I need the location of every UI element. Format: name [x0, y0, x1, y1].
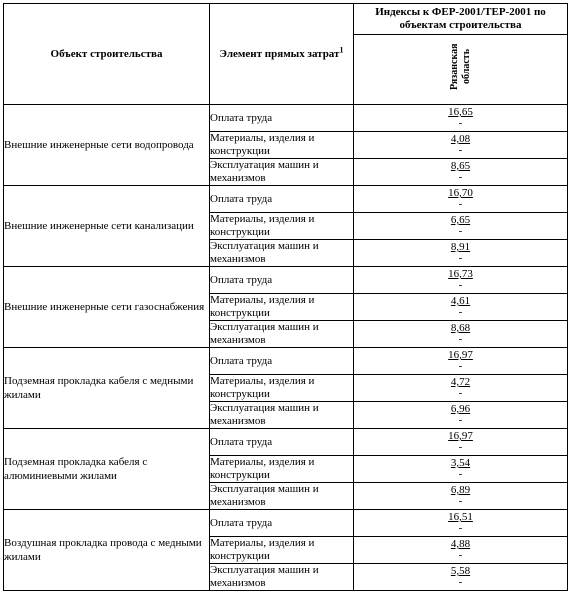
index-subvalue: -	[458, 441, 463, 453]
cost-element: Материалы, изделия и конструкции	[210, 537, 354, 564]
index-value-cell	[354, 132, 568, 159]
index-subvalue: -	[458, 495, 463, 507]
object-name: Внешние инженерные сети газоснабжения	[4, 267, 210, 348]
index-subvalue: -	[458, 522, 463, 534]
object-name: Внешние инженерные сети водопровода	[4, 105, 210, 186]
index-value-cell	[354, 267, 568, 294]
cost-element: Оплата труда	[210, 186, 354, 213]
index-subvalue: -	[458, 306, 463, 318]
index-subvalue: -	[458, 198, 463, 210]
index-subvalue: -	[458, 576, 463, 588]
index-subvalue: -	[458, 468, 463, 480]
index-value-cell	[354, 159, 568, 186]
cost-element: Эксплуатация машин и механизмов	[210, 564, 354, 591]
cost-element: Материалы, изделия и конструкции	[210, 213, 354, 240]
index-fraction	[451, 377, 470, 399]
table-body	[4, 105, 568, 591]
index-fraction	[451, 485, 470, 507]
index-subvalue: -	[458, 225, 463, 237]
cost-element: Материалы, изделия и конструкции	[210, 456, 354, 483]
index-value-cell	[354, 375, 568, 402]
table-row	[4, 105, 568, 132]
index-fraction	[448, 107, 473, 129]
index-value-cell	[354, 402, 568, 429]
table-row	[4, 186, 568, 213]
index-fraction	[451, 404, 470, 426]
index-value: 6,65	[450, 214, 471, 226]
index-subvalue: -	[458, 252, 463, 264]
index-value: 4,61	[450, 295, 471, 307]
index-subvalue: -	[458, 414, 463, 426]
cost-element: Оплата труда	[210, 105, 354, 132]
index-value: 4,72	[450, 376, 471, 388]
index-value-cell	[354, 240, 568, 267]
index-value: 16,51	[448, 511, 473, 523]
index-value-cell	[354, 483, 568, 510]
index-value: 16,97	[448, 349, 473, 361]
index-subvalue: -	[458, 171, 463, 183]
index-fraction	[451, 539, 470, 561]
cost-element: Эксплуатация машин и механизмов	[210, 321, 354, 348]
index-value-cell	[354, 564, 568, 591]
cost-element: Материалы, изделия и конструкции	[210, 294, 354, 321]
cost-element: Эксплуатация машин и механизмов	[210, 483, 354, 510]
index-fraction	[451, 566, 470, 588]
index-fraction	[448, 350, 473, 372]
index-fraction	[448, 269, 473, 291]
index-value-cell	[354, 348, 568, 375]
table-row	[4, 267, 568, 294]
cost-element: Эксплуатация машин и механизмов	[210, 402, 354, 429]
table-row	[4, 429, 568, 456]
index-subvalue: -	[458, 549, 463, 561]
index-table	[3, 3, 568, 591]
cost-element: Оплата труда	[210, 510, 354, 537]
index-subvalue: -	[458, 117, 463, 129]
index-value: 6,89	[450, 484, 471, 496]
index-fraction	[451, 323, 470, 345]
index-value: 16,65	[448, 106, 473, 118]
index-value: 16,73	[448, 268, 473, 280]
cost-element: Материалы, изделия и конструкции	[210, 132, 354, 159]
index-fraction	[451, 242, 470, 264]
index-fraction	[451, 161, 470, 183]
index-fraction	[451, 458, 470, 480]
index-fraction	[448, 188, 473, 210]
object-name: Подземная прокладка кабеля с медными жилами	[4, 348, 210, 429]
cost-element: Материалы, изделия и конструкции	[210, 375, 354, 402]
index-value: 4,88	[450, 538, 471, 550]
index-fraction	[451, 134, 470, 156]
index-value: 16,70	[448, 187, 473, 199]
index-value: 3,54	[450, 457, 471, 469]
index-value-cell	[354, 321, 568, 348]
header-index: Индексы к ФЕР-2001/ТЕР-2001 по объектам строительства	[354, 4, 568, 35]
index-value-cell	[354, 429, 568, 456]
index-value: 8,68	[450, 322, 471, 334]
index-subvalue: -	[458, 333, 463, 345]
index-value: 5,58	[450, 565, 471, 577]
index-fraction	[448, 512, 473, 534]
table-row	[4, 348, 568, 375]
header-object: Объект строительства	[4, 4, 210, 105]
index-value-cell	[354, 294, 568, 321]
object-name: Подземная прокладка кабеля с алюминиевыми жилами	[4, 429, 210, 510]
index-subvalue: -	[458, 360, 463, 372]
index-subvalue: -	[458, 279, 463, 291]
table-row	[4, 510, 568, 537]
index-value: 4,08	[450, 133, 471, 145]
index-fraction	[451, 215, 470, 237]
index-value: 6,96	[450, 403, 471, 415]
object-name: Внешние инженерные сети канализации	[4, 186, 210, 267]
index-value: 8,91	[450, 241, 471, 253]
index-value-cell	[354, 537, 568, 564]
index-value: 8,65	[450, 160, 471, 172]
cost-element: Эксплуатация машин и механизмов	[210, 159, 354, 186]
index-subvalue: -	[458, 387, 463, 399]
header-element: Элемент прямых затрат$^1$	[210, 4, 354, 105]
header-region: Рязанская область	[354, 35, 568, 105]
table-header	[4, 4, 568, 105]
cost-element: Оплата труда	[210, 348, 354, 375]
index-value: 16,97	[448, 430, 473, 442]
cost-element: Оплата труда	[210, 429, 354, 456]
footnote-marker: 1	[339, 44, 344, 54]
index-value-cell	[354, 186, 568, 213]
index-value-cell	[354, 213, 568, 240]
index-value-cell	[354, 456, 568, 483]
index-fraction	[448, 431, 473, 453]
index-value-cell	[354, 105, 568, 132]
cost-element: Эксплуатация машин и механизмов	[210, 240, 354, 267]
index-subvalue: -	[458, 144, 463, 156]
object-name: Воздушная прокладка провода с медными жилами	[4, 510, 210, 591]
cost-element: Оплата труда	[210, 267, 354, 294]
index-value-cell	[354, 510, 568, 537]
index-fraction	[451, 296, 470, 318]
